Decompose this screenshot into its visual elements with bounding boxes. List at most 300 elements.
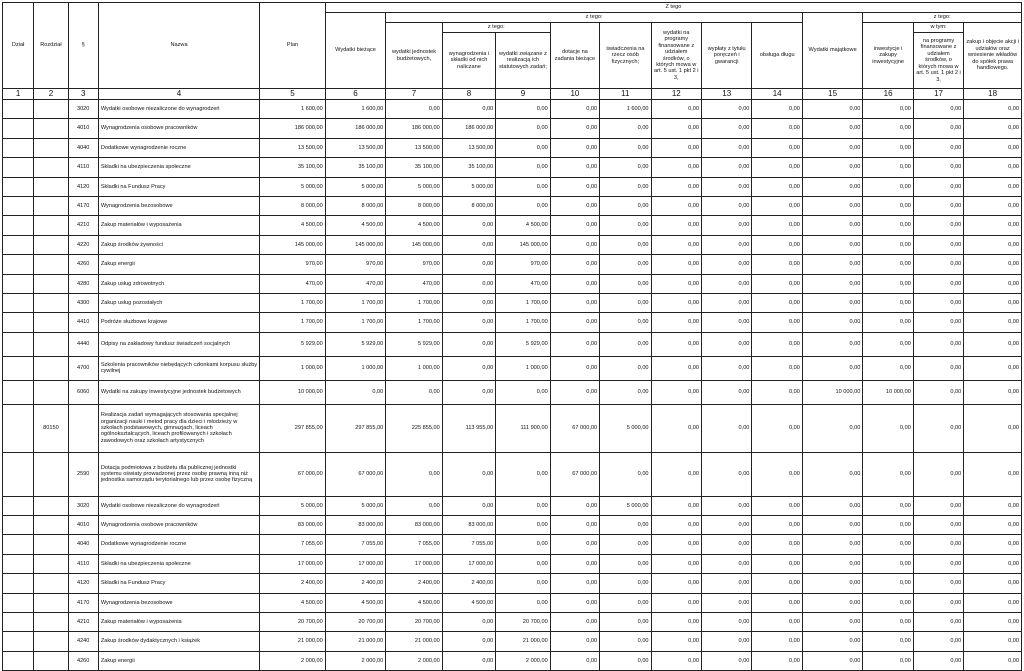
cell-amount: 1 600,00 bbox=[600, 100, 651, 119]
cell-amount: 0,00 bbox=[863, 651, 913, 670]
cell-amount: 111 900,00 bbox=[496, 404, 550, 452]
cell-dzial bbox=[3, 196, 34, 215]
cell-rozdzial bbox=[34, 554, 68, 573]
cell-amount: 0,00 bbox=[651, 535, 701, 554]
cell-amount: 0,00 bbox=[863, 196, 913, 215]
cell-amount: 0,00 bbox=[550, 356, 599, 380]
cell-rozdzial bbox=[34, 574, 68, 593]
cell-amount: 145 000,00 bbox=[496, 235, 550, 254]
cell-paragraf: 4280 bbox=[68, 274, 98, 293]
cell-rozdzial bbox=[34, 293, 68, 312]
cell-dzial bbox=[3, 613, 34, 632]
cell-amount: 0,00 bbox=[550, 516, 599, 535]
cell-amount: 0,00 bbox=[964, 574, 1022, 593]
cell-rozdzial bbox=[34, 380, 68, 404]
cell-amount: 0,00 bbox=[600, 516, 651, 535]
cell-amount: 0,00 bbox=[496, 593, 550, 612]
column-number: 1 bbox=[3, 89, 34, 100]
cell-dzial bbox=[3, 356, 34, 380]
cell-amount: 7 055,00 bbox=[386, 535, 442, 554]
cell-amount: 0,00 bbox=[863, 177, 913, 196]
cell-amount: 0,00 bbox=[964, 593, 1022, 612]
cell-nazwa: Realizacja zadań wymagających stosowania specjalnej organizacji nauki i metod pracy dla dzieci i młodzieży w szkołach podstawowych, gimnazjach, liceach ogólnokształcących, liceach profilowanych i szkołach zawodowych oraz szkołach artystycznych bbox=[98, 404, 259, 452]
header-wydatki-jednostek: wydatki jednostek budżetowych, bbox=[386, 23, 442, 89]
cell-amount: 0,00 bbox=[550, 554, 599, 573]
cell-amount: 0,00 bbox=[386, 452, 442, 496]
cell-rozdzial bbox=[34, 274, 68, 293]
cell-amount: 20 700,00 bbox=[260, 613, 326, 632]
cell-amount: 186 000,00 bbox=[442, 119, 495, 138]
cell-amount: 0,00 bbox=[701, 138, 751, 157]
cell-amount: 0,00 bbox=[651, 651, 701, 670]
cell-amount: 0,00 bbox=[752, 516, 802, 535]
cell-rozdzial bbox=[34, 196, 68, 215]
cell-amount: 1 700,00 bbox=[260, 313, 326, 332]
cell-amount: 1 000,00 bbox=[260, 356, 326, 380]
cell-amount: 0,00 bbox=[600, 196, 651, 215]
cell-amount: 0,00 bbox=[863, 516, 913, 535]
cell-amount: 0,00 bbox=[701, 516, 751, 535]
cell-amount: 0,00 bbox=[863, 632, 913, 651]
cell-amount: 0,00 bbox=[701, 632, 751, 651]
cell-amount: 297 855,00 bbox=[325, 404, 386, 452]
cell-amount: 0,00 bbox=[701, 593, 751, 612]
cell-amount: 0,00 bbox=[325, 380, 386, 404]
cell-amount: 0,00 bbox=[550, 158, 599, 177]
header-dotacje: dotacje na zadania bieżące bbox=[550, 23, 599, 89]
cell-amount: 0,00 bbox=[802, 593, 863, 612]
cell-amount: 0,00 bbox=[913, 593, 963, 612]
cell-amount: 5 000,00 bbox=[260, 496, 326, 515]
cell-nazwa: Dotacja podmiotowa z budżetu dla publicznej jednostki systemu oświaty prowadzonej przez osobę prawną inną niż jednostka samorządu terytorialnego lub przez osobę fizyczną bbox=[98, 452, 259, 496]
cell-amount: 0,00 bbox=[651, 356, 701, 380]
cell-amount: 0,00 bbox=[964, 158, 1022, 177]
cell-amount: 0,00 bbox=[802, 235, 863, 254]
header-swiadczenia: świadczenia na rzecz osób fizycznych; bbox=[600, 23, 651, 89]
cell-amount: 0,00 bbox=[752, 274, 802, 293]
cell-amount: 0,00 bbox=[442, 255, 495, 274]
cell-amount: 145 000,00 bbox=[260, 235, 326, 254]
table-row bbox=[3, 332, 1022, 356]
cell-amount: 0,00 bbox=[600, 255, 651, 274]
cell-amount: 0,00 bbox=[752, 613, 802, 632]
cell-amount: 0,00 bbox=[701, 158, 751, 177]
cell-dzial bbox=[3, 274, 34, 293]
cell-amount: 2 400,00 bbox=[386, 574, 442, 593]
cell-amount: 0,00 bbox=[550, 177, 599, 196]
cell-amount: 0,00 bbox=[913, 404, 963, 452]
header-na-programy: na programy finansowane z udziałem środków, o których mowa w art. 5 ust. 1 pkt 2 i 3, bbox=[913, 33, 963, 89]
cell-amount: 0,00 bbox=[752, 554, 802, 573]
cell-rozdzial bbox=[34, 313, 68, 332]
cell-amount: 0,00 bbox=[600, 177, 651, 196]
cell-rozdzial bbox=[34, 356, 68, 380]
cell-amount: 0,00 bbox=[802, 332, 863, 356]
cell-nazwa: Zakup materiałów i wyposażenia bbox=[98, 613, 259, 632]
cell-amount: 0,00 bbox=[913, 196, 963, 215]
cell-amount: 67 000,00 bbox=[325, 452, 386, 496]
cell-amount: 0,00 bbox=[550, 651, 599, 670]
cell-amount: 0,00 bbox=[600, 554, 651, 573]
cell-paragraf: 4040 bbox=[68, 138, 98, 157]
cell-amount: 470,00 bbox=[260, 274, 326, 293]
cell-amount: 10 000,00 bbox=[802, 380, 863, 404]
cell-amount: 970,00 bbox=[260, 255, 326, 274]
cell-dzial bbox=[3, 651, 34, 670]
column-number-row bbox=[3, 89, 1022, 100]
table-row bbox=[3, 632, 1022, 651]
cell-amount: 0,00 bbox=[701, 404, 751, 452]
cell-amount: 0,00 bbox=[964, 293, 1022, 312]
cell-amount: 0,00 bbox=[442, 216, 495, 235]
cell-amount: 0,00 bbox=[863, 100, 913, 119]
cell-amount: 0,00 bbox=[442, 613, 495, 632]
cell-amount: 0,00 bbox=[550, 235, 599, 254]
cell-amount: 0,00 bbox=[802, 554, 863, 573]
cell-amount: 0,00 bbox=[442, 380, 495, 404]
cell-amount: 0,00 bbox=[651, 216, 701, 235]
cell-rozdzial bbox=[34, 255, 68, 274]
cell-amount: 21 000,00 bbox=[496, 632, 550, 651]
cell-amount: 0,00 bbox=[752, 313, 802, 332]
table-row bbox=[3, 516, 1022, 535]
cell-amount: 13 500,00 bbox=[386, 138, 442, 157]
cell-amount: 83 000,00 bbox=[260, 516, 326, 535]
cell-rozdzial bbox=[34, 496, 68, 515]
table-row bbox=[3, 404, 1022, 452]
cell-amount: 0,00 bbox=[600, 293, 651, 312]
cell-amount: 5 000,00 bbox=[386, 177, 442, 196]
cell-amount: 0,00 bbox=[964, 404, 1022, 452]
cell-nazwa: Wydatki na zakupy inwestycyjne jednostek budżetowych bbox=[98, 380, 259, 404]
cell-amount: 0,00 bbox=[600, 452, 651, 496]
cell-dzial bbox=[3, 593, 34, 612]
cell-amount: 0,00 bbox=[802, 138, 863, 157]
cell-amount: 0,00 bbox=[863, 158, 913, 177]
cell-amount: 21 000,00 bbox=[325, 632, 386, 651]
cell-amount: 0,00 bbox=[802, 613, 863, 632]
cell-amount: 0,00 bbox=[651, 177, 701, 196]
cell-amount: 4 500,00 bbox=[260, 593, 326, 612]
cell-paragraf bbox=[68, 404, 98, 452]
cell-amount: 145 000,00 bbox=[325, 235, 386, 254]
column-number: 4 bbox=[98, 89, 259, 100]
cell-amount: 297 855,00 bbox=[260, 404, 326, 452]
cell-nazwa: Składki na ubezpieczenia społeczne bbox=[98, 158, 259, 177]
cell-amount: 0,00 bbox=[496, 100, 550, 119]
cell-rozdzial bbox=[34, 235, 68, 254]
cell-amount: 0,00 bbox=[651, 593, 701, 612]
cell-amount: 0,00 bbox=[913, 452, 963, 496]
cell-amount: 0,00 bbox=[550, 119, 599, 138]
table-row bbox=[3, 158, 1022, 177]
column-number: 9 bbox=[496, 89, 550, 100]
header-paragraf: § bbox=[68, 3, 98, 89]
cell-amount: 0,00 bbox=[442, 651, 495, 670]
cell-amount: 1 700,00 bbox=[260, 293, 326, 312]
cell-amount: 0,00 bbox=[802, 196, 863, 215]
cell-amount: 0,00 bbox=[752, 196, 802, 215]
cell-amount: 0,00 bbox=[802, 452, 863, 496]
cell-nazwa: Wydatki osobowe niezaliczone do wynagrodzeń bbox=[98, 496, 259, 515]
cell-amount: 0,00 bbox=[651, 293, 701, 312]
cell-amount: 0,00 bbox=[752, 632, 802, 651]
cell-amount: 0,00 bbox=[386, 100, 442, 119]
cell-amount: 0,00 bbox=[913, 574, 963, 593]
column-number: 17 bbox=[913, 89, 963, 100]
column-number: 10 bbox=[550, 89, 599, 100]
cell-amount: 0,00 bbox=[550, 535, 599, 554]
cell-amount: 0,00 bbox=[701, 313, 751, 332]
cell-amount: 1 600,00 bbox=[260, 100, 326, 119]
cell-amount: 0,00 bbox=[913, 119, 963, 138]
cell-amount: 186 000,00 bbox=[325, 119, 386, 138]
cell-amount: 0,00 bbox=[550, 216, 599, 235]
cell-amount: 0,00 bbox=[913, 138, 963, 157]
cell-amount: 0,00 bbox=[752, 404, 802, 452]
cell-amount: 0,00 bbox=[701, 255, 751, 274]
cell-rozdzial bbox=[34, 216, 68, 235]
cell-amount: 0,00 bbox=[802, 158, 863, 177]
cell-amount: 0,00 bbox=[600, 216, 651, 235]
cell-amount: 35 100,00 bbox=[386, 158, 442, 177]
cell-amount: 0,00 bbox=[964, 613, 1022, 632]
cell-dzial bbox=[3, 119, 34, 138]
cell-amount: 67 000,00 bbox=[550, 404, 599, 452]
header-nazwa: Nazwa bbox=[98, 3, 259, 89]
cell-amount: 186 000,00 bbox=[386, 119, 442, 138]
cell-amount: 0,00 bbox=[600, 613, 651, 632]
cell-amount: 0,00 bbox=[863, 574, 913, 593]
cell-amount: 0,00 bbox=[752, 138, 802, 157]
header-w-tym: w tym: bbox=[913, 23, 963, 33]
cell-amount: 0,00 bbox=[496, 196, 550, 215]
cell-paragraf: 4010 bbox=[68, 119, 98, 138]
cell-amount: 0,00 bbox=[600, 651, 651, 670]
cell-amount: 0,00 bbox=[600, 313, 651, 332]
cell-amount: 0,00 bbox=[701, 274, 751, 293]
cell-amount: 0,00 bbox=[752, 496, 802, 515]
header-z-tego: Z tego bbox=[325, 3, 1021, 13]
cell-amount: 5 000,00 bbox=[260, 177, 326, 196]
cell-amount: 0,00 bbox=[964, 313, 1022, 332]
cell-amount: 0,00 bbox=[913, 632, 963, 651]
column-number: 13 bbox=[701, 89, 751, 100]
cell-dzial bbox=[3, 313, 34, 332]
cell-amount: 970,00 bbox=[496, 255, 550, 274]
cell-amount: 0,00 bbox=[802, 356, 863, 380]
cell-amount: 0,00 bbox=[600, 535, 651, 554]
cell-amount: 0,00 bbox=[752, 100, 802, 119]
cell-amount: 0,00 bbox=[863, 356, 913, 380]
cell-amount: 225 855,00 bbox=[386, 404, 442, 452]
cell-amount: 970,00 bbox=[325, 255, 386, 274]
cell-amount: 0,00 bbox=[913, 613, 963, 632]
cell-amount: 0,00 bbox=[863, 119, 913, 138]
cell-amount: 0,00 bbox=[802, 274, 863, 293]
cell-amount: 0,00 bbox=[600, 574, 651, 593]
cell-amount: 0,00 bbox=[496, 452, 550, 496]
cell-amount: 470,00 bbox=[386, 274, 442, 293]
cell-amount: 0,00 bbox=[701, 554, 751, 573]
cell-amount: 0,00 bbox=[752, 235, 802, 254]
cell-nazwa: Zakup usług zdrowotnych bbox=[98, 274, 259, 293]
cell-rozdzial bbox=[34, 158, 68, 177]
cell-amount: 0,00 bbox=[651, 158, 701, 177]
cell-amount: 0,00 bbox=[550, 196, 599, 215]
table-row bbox=[3, 651, 1022, 670]
cell-amount: 0,00 bbox=[863, 613, 913, 632]
cell-amount: 0,00 bbox=[651, 380, 701, 404]
cell-nazwa: Zakup materiałów i wyposażenia bbox=[98, 216, 259, 235]
cell-amount: 0,00 bbox=[550, 100, 599, 119]
cell-amount: 0,00 bbox=[913, 255, 963, 274]
cell-paragraf: 4440 bbox=[68, 332, 98, 356]
cell-dzial bbox=[3, 255, 34, 274]
table-row bbox=[3, 380, 1022, 404]
cell-amount: 0,00 bbox=[913, 496, 963, 515]
cell-amount: 0,00 bbox=[651, 632, 701, 651]
cell-amount: 0,00 bbox=[964, 235, 1022, 254]
cell-nazwa: Wynagrodzenia bezosobowe bbox=[98, 196, 259, 215]
cell-amount: 0,00 bbox=[701, 100, 751, 119]
cell-rozdzial bbox=[34, 177, 68, 196]
cell-amount: 0,00 bbox=[701, 356, 751, 380]
cell-amount: 0,00 bbox=[863, 313, 913, 332]
cell-amount: 1 700,00 bbox=[496, 293, 550, 312]
cell-amount: 0,00 bbox=[863, 255, 913, 274]
table-row bbox=[3, 235, 1022, 254]
cell-amount: 0,00 bbox=[651, 613, 701, 632]
cell-amount: 8 000,00 bbox=[325, 196, 386, 215]
cell-amount: 0,00 bbox=[550, 613, 599, 632]
table-row bbox=[3, 293, 1022, 312]
cell-amount: 0,00 bbox=[863, 554, 913, 573]
cell-amount: 5 929,00 bbox=[325, 332, 386, 356]
cell-amount: 2 000,00 bbox=[386, 651, 442, 670]
cell-amount: 0,00 bbox=[701, 196, 751, 215]
cell-amount: 0,00 bbox=[913, 313, 963, 332]
table-row bbox=[3, 452, 1022, 496]
header-plan: Plan bbox=[260, 3, 326, 89]
cell-amount: 13 500,00 bbox=[325, 138, 386, 157]
cell-amount: 0,00 bbox=[863, 138, 913, 157]
header-dzial: Dział bbox=[3, 3, 34, 89]
header-wydatki-zadan: wydatki związane z realizacją ich statutowych zadań; bbox=[496, 33, 550, 89]
cell-amount: 0,00 bbox=[600, 235, 651, 254]
cell-amount: 0,00 bbox=[964, 255, 1022, 274]
cell-amount: 17 000,00 bbox=[442, 554, 495, 573]
cell-amount: 0,00 bbox=[752, 535, 802, 554]
cell-amount: 67 000,00 bbox=[260, 452, 326, 496]
cell-amount: 0,00 bbox=[550, 332, 599, 356]
cell-rozdzial bbox=[34, 535, 68, 554]
cell-amount: 0,00 bbox=[802, 516, 863, 535]
cell-dzial bbox=[3, 293, 34, 312]
cell-amount: 0,00 bbox=[802, 496, 863, 515]
cell-amount: 0,00 bbox=[442, 496, 495, 515]
cell-amount: 35 100,00 bbox=[325, 158, 386, 177]
cell-amount: 7 055,00 bbox=[325, 535, 386, 554]
table-row bbox=[3, 535, 1022, 554]
cell-amount: 0,00 bbox=[496, 574, 550, 593]
cell-amount: 0,00 bbox=[550, 313, 599, 332]
cell-amount: 0,00 bbox=[701, 177, 751, 196]
column-number: 5 bbox=[260, 89, 326, 100]
header-z-tego-majatkowe: z tego: bbox=[863, 13, 1022, 23]
cell-amount: 0,00 bbox=[752, 651, 802, 670]
cell-amount: 1 700,00 bbox=[386, 293, 442, 312]
cell-amount: 0,00 bbox=[913, 158, 963, 177]
cell-rozdzial bbox=[34, 100, 68, 119]
table-row bbox=[3, 574, 1022, 593]
cell-amount: 0,00 bbox=[802, 651, 863, 670]
cell-amount: 21 000,00 bbox=[260, 632, 326, 651]
cell-amount: 0,00 bbox=[752, 593, 802, 612]
cell-amount: 0,00 bbox=[550, 138, 599, 157]
cell-dzial bbox=[3, 632, 34, 651]
cell-nazwa: Wynagrodzenia bezosobowe bbox=[98, 593, 259, 612]
cell-amount: 0,00 bbox=[863, 216, 913, 235]
cell-amount: 83 000,00 bbox=[442, 516, 495, 535]
cell-amount: 2 400,00 bbox=[325, 574, 386, 593]
cell-amount: 0,00 bbox=[651, 554, 701, 573]
cell-amount: 0,00 bbox=[496, 535, 550, 554]
cell-rozdzial bbox=[34, 452, 68, 496]
cell-amount: 2 400,00 bbox=[260, 574, 326, 593]
cell-amount: 5 000,00 bbox=[600, 496, 651, 515]
cell-amount: 0,00 bbox=[496, 516, 550, 535]
cell-paragraf: 3020 bbox=[68, 100, 98, 119]
cell-amount: 0,00 bbox=[913, 516, 963, 535]
cell-amount: 0,00 bbox=[496, 496, 550, 515]
cell-amount: 0,00 bbox=[964, 332, 1022, 356]
cell-amount: 0,00 bbox=[701, 496, 751, 515]
cell-dzial bbox=[3, 574, 34, 593]
cell-amount: 145 000,00 bbox=[386, 235, 442, 254]
cell-amount: 0,00 bbox=[964, 138, 1022, 157]
column-number: 15 bbox=[802, 89, 863, 100]
cell-amount: 0,00 bbox=[651, 496, 701, 515]
cell-amount: 0,00 bbox=[964, 216, 1022, 235]
cell-amount: 0,00 bbox=[752, 255, 802, 274]
cell-amount: 2 000,00 bbox=[325, 651, 386, 670]
cell-amount: 1 700,00 bbox=[496, 313, 550, 332]
cell-amount: 1 700,00 bbox=[325, 313, 386, 332]
cell-paragraf: 4260 bbox=[68, 255, 98, 274]
table-header bbox=[3, 3, 1022, 100]
cell-amount: 5 000,00 bbox=[325, 496, 386, 515]
cell-dzial bbox=[3, 332, 34, 356]
cell-rozdzial bbox=[34, 119, 68, 138]
cell-amount: 0,00 bbox=[913, 216, 963, 235]
cell-paragraf: 4300 bbox=[68, 293, 98, 312]
table-row bbox=[3, 613, 1022, 632]
cell-amount: 0,00 bbox=[913, 651, 963, 670]
cell-amount: 0,00 bbox=[752, 216, 802, 235]
cell-amount: 10 000,00 bbox=[260, 380, 326, 404]
table-row bbox=[3, 496, 1022, 515]
header-wynagrodzenia: wynagrodzenia i składki od nich naliczane bbox=[442, 33, 495, 89]
cell-amount: 8 000,00 bbox=[260, 196, 326, 215]
cell-amount: 83 000,00 bbox=[325, 516, 386, 535]
table-row bbox=[3, 216, 1022, 235]
cell-paragraf: 6060 bbox=[68, 380, 98, 404]
table-body bbox=[3, 100, 1022, 671]
cell-amount: 0,00 bbox=[913, 332, 963, 356]
cell-amount: 1 600,00 bbox=[325, 100, 386, 119]
cell-nazwa: Odpisy na zakładowy fundusz świadczeń socjalnych bbox=[98, 332, 259, 356]
